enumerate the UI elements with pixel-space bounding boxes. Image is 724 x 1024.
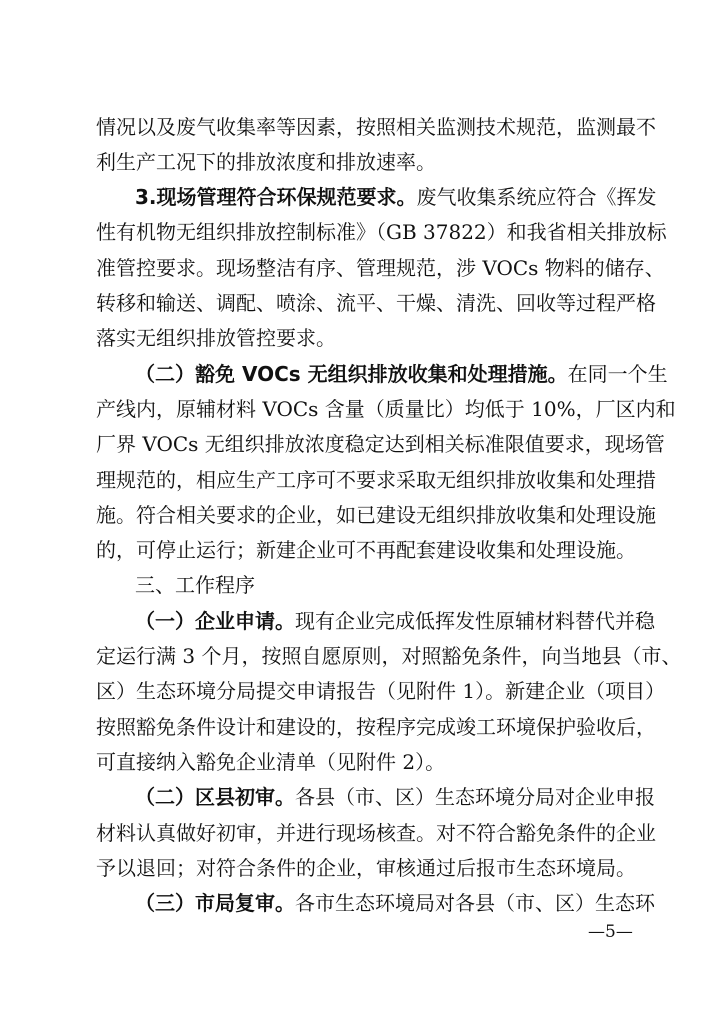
body-line: 的，可停止运行；新建企业可不再配套建设收集和处理设施。 bbox=[96, 538, 636, 562]
section-subheading: （二）豁免 VOCs 无组织排放收集和处理措施。 bbox=[135, 362, 568, 386]
section-subheading: （二）区县初审。 bbox=[135, 785, 295, 809]
paragraph-line: （二）区县初审。各县（市、区）生态环境分局对企业申报 bbox=[135, 785, 655, 809]
body-line: 情况以及废气收集率等因素，按照相关监测技术规范，监测最不 bbox=[96, 115, 656, 139]
section-heading: 三、工作程序 bbox=[135, 573, 255, 597]
paragraph-lead: 3.现场管理符合环保规范要求。 bbox=[135, 185, 417, 209]
body-line: 定运行满 3 个月，按照自愿原则，对照豁免条件，向当地县（市、 bbox=[96, 644, 682, 668]
body-line: 性有机物无组织排放控制标准》（GB 37822）和我省相关排放标 bbox=[96, 220, 667, 244]
body-line: 施。符合相关要求的企业，如已建设无组织排放收集和处理设施 bbox=[96, 503, 656, 527]
body-line: 理规范的，相应生产工序可不要求采取无组织排放收集和处理措 bbox=[96, 468, 656, 492]
paragraph-line: （二）豁免 VOCs 无组织排放收集和处理措施。在同一个生 bbox=[135, 362, 668, 386]
body-line: 产线内，原辅材料 VOCs 含量（质量比）均低于 10%，厂区内和 bbox=[96, 397, 676, 421]
paragraph-line: （三）市局复审。各市生态环境局对各县（市、区）生态环 bbox=[135, 891, 655, 915]
body-line: 可直接纳入豁免企业清单（见附件 2）。 bbox=[96, 750, 446, 774]
body-line: 材料认真做好初审，并进行现场核查。对不符合豁免条件的企业 bbox=[96, 821, 656, 845]
body-line: 厂界 VOCs 无组织排放浓度稳定达到相关标准限值要求，现场管 bbox=[96, 432, 665, 456]
body-line: 按照豁免条件设计和建设的，按程序完成竣工环境保护验收后， bbox=[96, 715, 656, 739]
body-line: 落实无组织排放管控要求。 bbox=[96, 326, 336, 350]
body-line: 准管控要求。现场整洁有序、管理规范，涉 VOCs 物料的储存、 bbox=[96, 256, 665, 280]
body-line: 区）生态环境分局提交申请报告（见附件 1）。新建企业（项目） bbox=[96, 679, 666, 703]
paragraph-line: 3.现场管理符合环保规范要求。废气收集系统应符合《挥发 bbox=[135, 185, 657, 209]
body-line: 利生产工况下的排放浓度和排放速率。 bbox=[96, 150, 436, 174]
page-number: —5— bbox=[588, 922, 633, 942]
section-subheading: （三）市局复审。 bbox=[135, 891, 295, 915]
paragraph-line: （一）企业申请。现有企业完成低挥发性原辅材料替代并稳 bbox=[135, 609, 655, 633]
section-subheading: （一）企业申请。 bbox=[135, 609, 295, 633]
body-line: 予以退回；对符合条件的企业，审核通过后报市生态环境局。 bbox=[96, 856, 636, 880]
body-line: 转移和输送、调配、喷涂、流平、干燥、清洗、回收等过程严格 bbox=[96, 291, 656, 315]
